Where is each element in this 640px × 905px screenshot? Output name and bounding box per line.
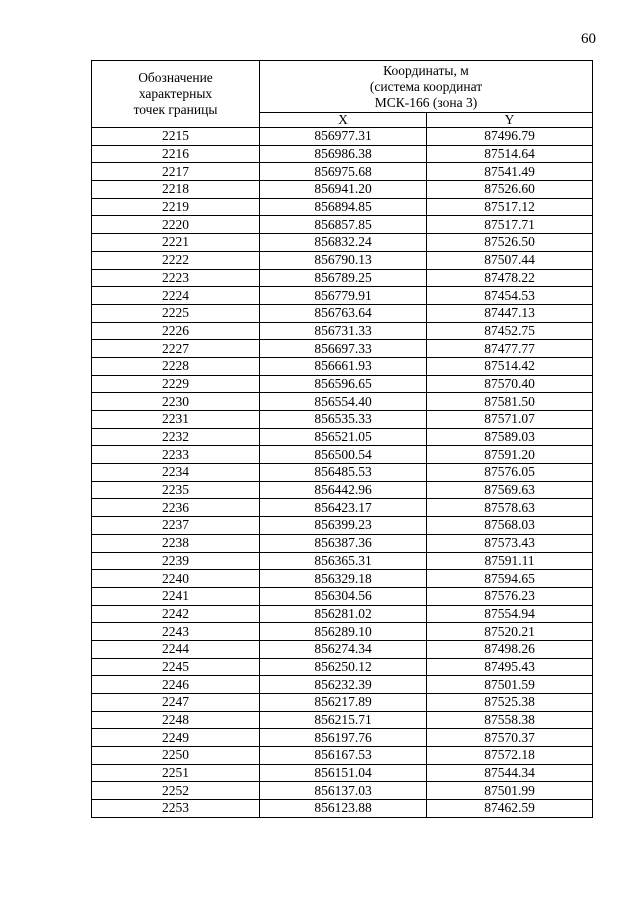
x-coordinate-cell: 856554.40: [260, 393, 427, 411]
point-cell: 2234: [92, 464, 260, 482]
x-coordinate-cell: 856941.20: [260, 181, 427, 199]
table-row: [92, 145, 593, 163]
point-cell: 2215: [92, 128, 260, 146]
point-cell: 2220: [92, 216, 260, 234]
y-coordinate-cell: 87568.03: [427, 517, 593, 535]
table-row: [92, 729, 593, 747]
x-coordinate-cell: 856596.65: [260, 375, 427, 393]
point-cell: 2226: [92, 322, 260, 340]
point-cell: 2248: [92, 711, 260, 729]
table-row: [92, 251, 593, 269]
y-coordinate-cell: 87526.60: [427, 181, 593, 199]
point-cell: 2246: [92, 676, 260, 694]
coords-header-line: Координаты, м: [383, 62, 469, 78]
point-cell: 2223: [92, 269, 260, 287]
x-coordinate-cell: 856697.33: [260, 340, 427, 358]
y-coordinate-cell: 87462.59: [427, 800, 593, 818]
point-cell: 2252: [92, 782, 260, 800]
x-coordinate-cell: 856790.13: [260, 251, 427, 269]
x-coordinate-cell: 856986.38: [260, 145, 427, 163]
x-coordinate-cell: 856289.10: [260, 623, 427, 641]
table-row: [92, 128, 593, 146]
point-header-line: характерных: [138, 86, 213, 101]
table-header: [92, 61, 593, 128]
x-coordinate-cell: 856137.03: [260, 782, 427, 800]
point-cell: 2238: [92, 534, 260, 552]
y-coordinate-cell: 87576.23: [427, 587, 593, 605]
y-coordinate-cell: 87507.44: [427, 251, 593, 269]
y-coordinate-cell: 87447.13: [427, 304, 593, 322]
x-coordinate-cell: 856779.91: [260, 287, 427, 305]
table-row: [92, 552, 593, 570]
x-coordinate-cell: 856232.39: [260, 676, 427, 694]
x-coordinate-cell: 856731.33: [260, 322, 427, 340]
coords-header-line: МСК-166 (зона 3): [374, 94, 478, 110]
y-coordinate-cell: 87498.26: [427, 640, 593, 658]
table-row: [92, 163, 593, 181]
x-coordinate-cell: 856387.36: [260, 534, 427, 552]
x-coordinate-cell: 856399.23: [260, 517, 427, 535]
table-row: [92, 534, 593, 552]
x-coordinate-cell: 856167.53: [260, 747, 427, 765]
table-row: [92, 481, 593, 499]
x-coordinate-cell: 856485.53: [260, 464, 427, 482]
point-header-line: точек границы: [133, 102, 218, 117]
table-row: [92, 464, 593, 482]
y-coordinate-cell: 87571.07: [427, 411, 593, 429]
point-designation-header: [92, 61, 260, 128]
x-coordinate-cell: 856329.18: [260, 570, 427, 588]
x-coordinate-cell: 856977.31: [260, 128, 427, 146]
x-coordinate-cell: 856215.71: [260, 711, 427, 729]
point-cell: 2217: [92, 163, 260, 181]
point-cell: 2219: [92, 198, 260, 216]
coordinates-group-header: [260, 61, 593, 113]
y-coordinate-cell: 87496.79: [427, 128, 593, 146]
table-row: [92, 711, 593, 729]
table-row: [92, 517, 593, 535]
y-coordinate-cell: 87589.03: [427, 428, 593, 446]
x-column-header: X: [260, 113, 427, 128]
y-coordinate-cell: 87572.18: [427, 747, 593, 765]
y-coordinate-cell: 87578.63: [427, 499, 593, 517]
y-coordinate-cell: 87570.37: [427, 729, 593, 747]
y-coordinate-cell: 87573.43: [427, 534, 593, 552]
table-row: [92, 623, 593, 641]
table-row: [92, 676, 593, 694]
point-cell: 2228: [92, 357, 260, 375]
x-coordinate-cell: 856500.54: [260, 446, 427, 464]
y-coordinate-cell: 87544.34: [427, 764, 593, 782]
table-row: [92, 446, 593, 464]
point-cell: 2240: [92, 570, 260, 588]
y-coordinate-cell: 87558.38: [427, 711, 593, 729]
coords-header-line: (система координат: [369, 78, 483, 94]
x-coordinate-cell: 856975.68: [260, 163, 427, 181]
table-row: [92, 234, 593, 252]
point-cell: 2253: [92, 800, 260, 818]
table-row: [92, 499, 593, 517]
point-cell: 2229: [92, 375, 260, 393]
x-coordinate-cell: 856151.04: [260, 764, 427, 782]
table-row: [92, 304, 593, 322]
table-row: [92, 393, 593, 411]
point-cell: 2241: [92, 587, 260, 605]
y-coordinate-cell: 87581.50: [427, 393, 593, 411]
point-cell: 2222: [92, 251, 260, 269]
y-coordinate-cell: 87501.99: [427, 782, 593, 800]
point-header-line: Обозначение: [138, 70, 213, 85]
y-coordinate-cell: 87570.40: [427, 375, 593, 393]
point-cell: 2247: [92, 694, 260, 712]
point-cell: 2227: [92, 340, 260, 358]
x-coordinate-cell: 856789.25: [260, 269, 427, 287]
table-row: [92, 658, 593, 676]
table-body: [92, 128, 593, 818]
y-coordinate-cell: 87591.11: [427, 552, 593, 570]
x-coordinate-cell: 856123.88: [260, 800, 427, 818]
point-cell: 2224: [92, 287, 260, 305]
point-cell: 2245: [92, 658, 260, 676]
point-cell: 2216: [92, 145, 260, 163]
y-coordinate-cell: 87525.38: [427, 694, 593, 712]
y-coordinate-cell: 87591.20: [427, 446, 593, 464]
y-coordinate-cell: 87576.05: [427, 464, 593, 482]
point-cell: 2251: [92, 764, 260, 782]
y-coordinate-cell: 87594.65: [427, 570, 593, 588]
x-coordinate-cell: 856274.34: [260, 640, 427, 658]
x-coordinate-cell: 856894.85: [260, 198, 427, 216]
y-coordinate-cell: 87541.49: [427, 163, 593, 181]
point-cell: 2230: [92, 393, 260, 411]
table-row: [92, 640, 593, 658]
x-coordinate-cell: 856535.33: [260, 411, 427, 429]
x-coordinate-cell: 856423.17: [260, 499, 427, 517]
point-cell: 2236: [92, 499, 260, 517]
table-row: [92, 198, 593, 216]
table-row: [92, 181, 593, 199]
table-row: [92, 587, 593, 605]
x-coordinate-cell: 856365.31: [260, 552, 427, 570]
point-cell: 2250: [92, 747, 260, 765]
y-coordinate-cell: 87477.77: [427, 340, 593, 358]
x-coordinate-cell: 856197.76: [260, 729, 427, 747]
x-coordinate-cell: 856304.56: [260, 587, 427, 605]
x-coordinate-cell: 856661.93: [260, 357, 427, 375]
table-row: [92, 216, 593, 234]
point-cell: 2218: [92, 181, 260, 199]
x-coordinate-cell: 856250.12: [260, 658, 427, 676]
y-coordinate-cell: 87526.50: [427, 234, 593, 252]
y-coordinate-cell: 87517.12: [427, 198, 593, 216]
table-row: [92, 322, 593, 340]
y-coordinate-cell: 87554.94: [427, 605, 593, 623]
point-cell: 2244: [92, 640, 260, 658]
table-row: [92, 357, 593, 375]
table-row: [92, 340, 593, 358]
table-row: [92, 782, 593, 800]
y-coordinate-cell: 87514.64: [427, 145, 593, 163]
y-coordinate-cell: 87569.63: [427, 481, 593, 499]
y-coordinate-cell: 87514.42: [427, 357, 593, 375]
page-number: 60: [581, 31, 596, 47]
x-coordinate-cell: 856857.85: [260, 216, 427, 234]
y-column-header: Y: [427, 113, 593, 128]
point-cell: 2237: [92, 517, 260, 535]
point-cell: 2221: [92, 234, 260, 252]
point-cell: 2231: [92, 411, 260, 429]
y-coordinate-cell: 87478.22: [427, 269, 593, 287]
x-coordinate-cell: 856217.89: [260, 694, 427, 712]
x-coordinate-cell: 856763.64: [260, 304, 427, 322]
x-coordinate-cell: 856281.02: [260, 605, 427, 623]
x-coordinate-cell: 856521.05: [260, 428, 427, 446]
point-cell: 2239: [92, 552, 260, 570]
point-cell: 2225: [92, 304, 260, 322]
y-coordinate-cell: 87517.71: [427, 216, 593, 234]
y-coordinate-cell: 87452.75: [427, 322, 593, 340]
x-coordinate-cell: 856832.24: [260, 234, 427, 252]
point-cell: 2249: [92, 729, 260, 747]
y-coordinate-cell: 87454.53: [427, 287, 593, 305]
table-row: [92, 428, 593, 446]
y-coordinate-cell: 87501.59: [427, 676, 593, 694]
point-cell: 2233: [92, 446, 260, 464]
point-cell: 2242: [92, 605, 260, 623]
point-cell: 2235: [92, 481, 260, 499]
y-coordinate-cell: 87495.43: [427, 658, 593, 676]
y-coordinate-cell: 87520.21: [427, 623, 593, 641]
x-coordinate-cell: 856442.96: [260, 481, 427, 499]
table-row: [92, 287, 593, 305]
table-row: [92, 375, 593, 393]
table-row: [92, 764, 593, 782]
table-row: [92, 747, 593, 765]
point-cell: 2243: [92, 623, 260, 641]
coordinates-table: [91, 60, 593, 818]
table-row: [92, 269, 593, 287]
table-row: [92, 800, 593, 818]
point-cell: 2232: [92, 428, 260, 446]
table-row: [92, 570, 593, 588]
table-row: [92, 605, 593, 623]
table-row: [92, 694, 593, 712]
table-row: [92, 411, 593, 429]
